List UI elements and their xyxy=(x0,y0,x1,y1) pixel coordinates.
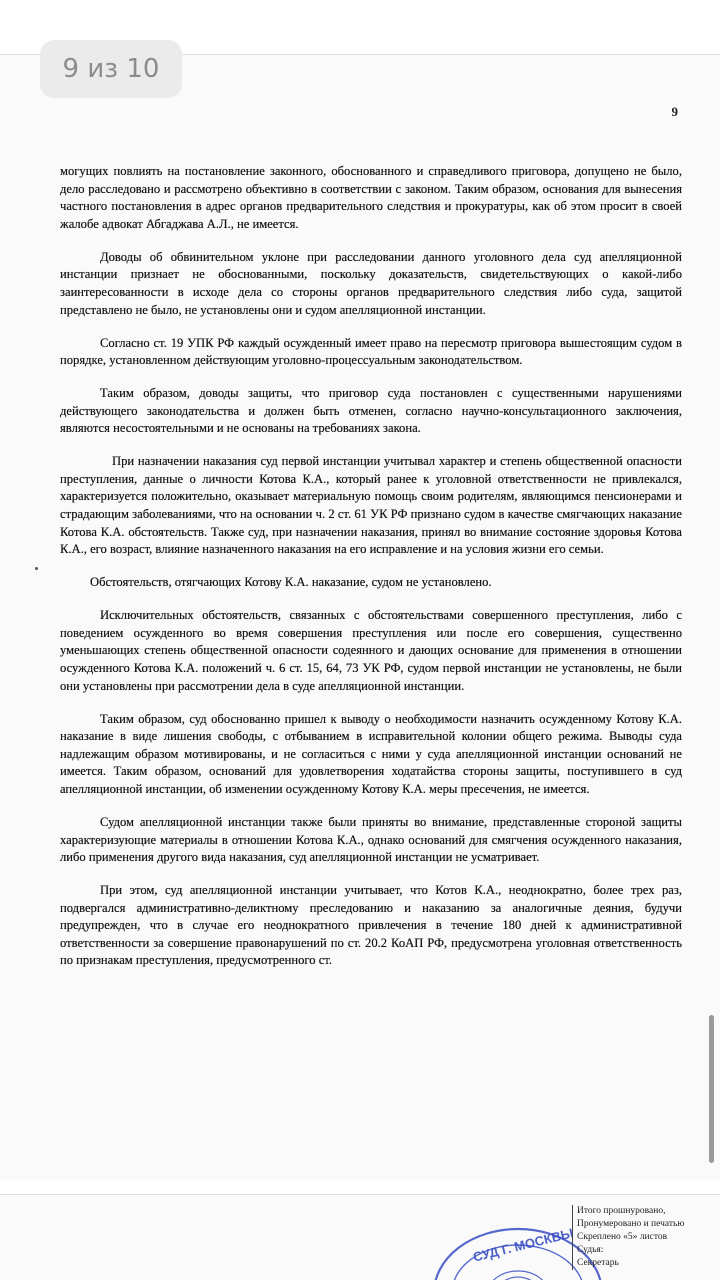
certification-line: Итого прошнуровано, xyxy=(577,1206,666,1216)
document-page[interactable] xyxy=(0,54,720,1181)
paragraph-4: Таким образом, доводы защиты, что приговор суда постановлен с существенными нарушениями действующего законодательства и должен быть отменен, согласно научно-консультационного заключения, являются несостоятельными и не основаны на требованиях закона. xyxy=(60,386,682,436)
paragraph-10: При этом, суд апелляционной инстанции учитывает, что Котов К.А., неоднократно, более трех раз, подвергался административно-деликтному преследованию и наказанию за аналогичные деяния, будучи предупрежден, что в случае его неоднократного привлечения в течение 180 дней к административной ответственности за совершение правонарушений по ст. 20.2 КоАП РФ, предусмотрена уголовная ответственность по признакам преступления, предусмотренного ст. xyxy=(60,883,682,968)
paragraph-9: Судом апелляционной инстанции также были приняты во внимание, представленные стороной защиты характеризующие материалы в отношении Котова К.А., однако оснований для смягчения осужденного наказания, либо применения другого вида наказания, суд апелляционной инстанции не усматривает. xyxy=(60,814,682,865)
certification-block xyxy=(572,1205,719,1270)
paragraph-7: Исключительных обстоятельств, связанных с обстоятельствами совершенного преступления, либо с поведением осужденного во время совершения преступления или после его совершения, существенно уменьшающих степень общественной опасности содеянного и дающих основание для применения в отношении осужденного Котова К.А. положений ч. 6 ст. 15, 64, 73 УК РФ, судом первой инстанции не установлены, не были они установлены при рассмотрении дела в суде апелляционной инстанции. xyxy=(60,608,682,693)
stamp-text: СУД Г. МОСКВЫ xyxy=(471,1225,575,1265)
page-gap xyxy=(0,1180,720,1194)
document-body xyxy=(60,163,682,985)
paragraph-2: Доводы об обвинительном уклоне при расследовании данного уголовного дела суд апелляционной инстанции признает не обоснованными, поскольку доказательств, свидетельствующих о какой-либо заинтересованности в исходе дела со стороны органов предварительного следствия либо суда, защитой представлено не было, не установлены они и судом апелляционной инстанции. xyxy=(60,249,682,317)
paragraph-8: Таким образом, суд обоснованно пришел к выводу о необходимости назначить осужденному Котову К.А. наказание в виде лишения свободы, с отбыванием в исправительной колонии общего режима. Выводы суда надлежащим образом мотивированы, и не согласиться с ними у суда апелляционной инстанции оснований не имеется. Таким образом, оснований для удовлетворения ходатайства стороны защиты, поступившего в суд апелляционной инстанции, об изменении осужденному Котову К.А. меры пресечения, не имеется. xyxy=(60,711,682,796)
scroll-indicator[interactable] xyxy=(709,1015,714,1163)
page-counter-badge: 9 из 10 xyxy=(40,40,182,98)
paragraph-3: Согласно ст. 19 УПК РФ каждый осужденный имеет право на пересмотр приговора вышестоящим судом в порядке, установленном действующим уголовно-процессуальным законодательством. xyxy=(60,335,682,368)
certification-line: Пронумеровано и печатью xyxy=(577,1219,685,1229)
paragraph-5: При назначении наказания суд первой инстанции учитывал характер и степень общественной опасности преступления, данные о личности Котова К.А., который ранее к уголовной ответственности не привлекался, характеризуется положительно, оказывает материальную помощь своим родителям, являющимся пенсионерами и страдающим заболеваниями, что на основании ч. 2 ст. 61 УК РФ признано судом в качестве смягчающих наказание Котова К.А. обстоятельств. Также суд, при назначении наказания, принял во внимание состояние здоровья Котова К.А., его возраст, влияние назначенного наказания на его исправление и на условия жизни его семьи. xyxy=(60,454,682,557)
certification-line: Скреплено «5» листов xyxy=(577,1232,668,1242)
page-number: 9 xyxy=(671,104,678,119)
certification-line: Судья: xyxy=(577,1245,604,1255)
paragraph-1: могущих повлиять на постановление законного, обоснованного и справедливого приговора, допущено не было, дело расследовано и рассмотрено объективно в соответствии с законом. Таким образом, основания для вынесения частного постановления в адрес органов предварительного следствия и прокуратуры, как об этом просит в своей жалобе адвокат Абгаджава А.Л., не имеется. xyxy=(60,164,682,231)
paragraph-6: Обстоятельств, отягчающих Котову К.А. наказание, судом не установлено. xyxy=(90,575,492,590)
certification-line: Секретарь xyxy=(577,1258,619,1268)
scan-speck xyxy=(35,567,38,570)
next-document-page[interactable] xyxy=(0,1194,720,1280)
